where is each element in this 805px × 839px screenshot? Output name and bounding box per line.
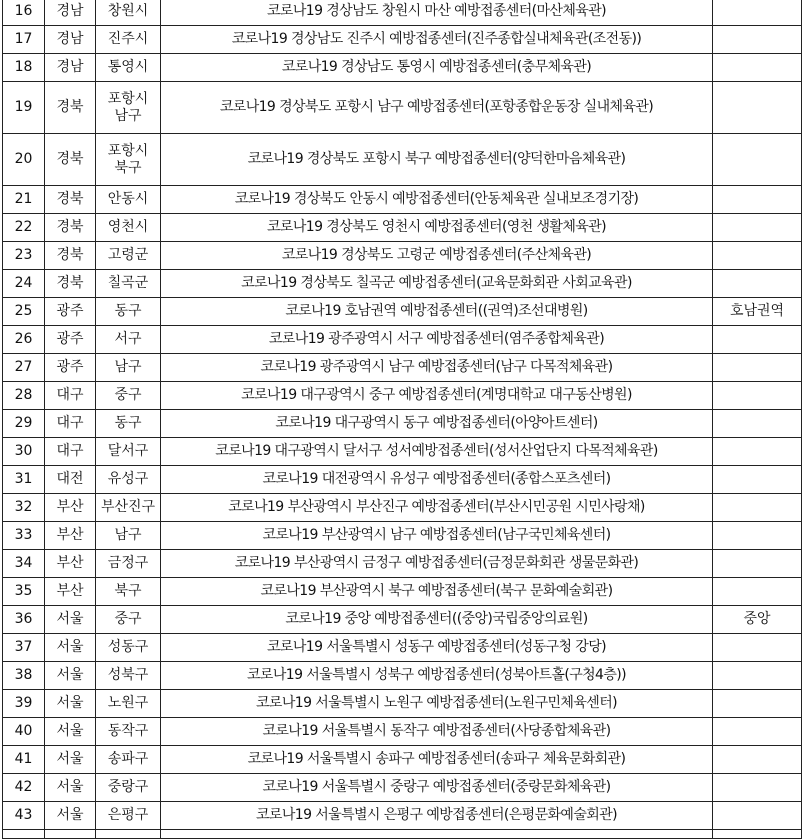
table-row xyxy=(3,382,802,410)
center-name-cell: 코로나19 부산광역시 북구 예방접종센터(북구 문화예술회관) xyxy=(161,578,713,606)
center-name-cell: 코로나19 경상남도 진주시 예방접종센터(진주종합실내체육관(조전동)) xyxy=(161,26,713,54)
row-number-cell: 41 xyxy=(3,746,45,774)
center-name-cell: 코로나19 경상북도 고령군 예방접종센터(주산체육관) xyxy=(161,242,713,270)
row-number-cell: 37 xyxy=(3,634,45,662)
district-cell: 성북구 xyxy=(96,662,161,690)
empty-cell xyxy=(161,830,713,839)
table-row xyxy=(3,54,802,82)
region-note-cell xyxy=(713,578,802,606)
center-name-cell: 코로나19 광주광역시 남구 예방접종센터(남구 다목적체육관) xyxy=(161,354,713,382)
province-cell: 서울 xyxy=(45,662,96,690)
province-cell: 서울 xyxy=(45,690,96,718)
region-note-cell xyxy=(713,326,802,354)
vaccination-center-table xyxy=(2,0,802,839)
table-row xyxy=(3,522,802,550)
province-cell: 경북 xyxy=(45,242,96,270)
row-number-cell: 23 xyxy=(3,242,45,270)
table-row xyxy=(3,774,802,802)
center-name-cell: 코로나19 부산광역시 남구 예방접종센터(남구국민체육센터) xyxy=(161,522,713,550)
district-cell: 서구 xyxy=(96,326,161,354)
table-row xyxy=(3,550,802,578)
province-cell: 서울 xyxy=(45,606,96,634)
region-note-cell xyxy=(713,522,802,550)
region-note-cell xyxy=(713,494,802,522)
district-cell: 포항시 남구 xyxy=(96,82,161,134)
row-number-cell: 40 xyxy=(3,718,45,746)
district-cell: 금정구 xyxy=(96,550,161,578)
district-cell: 남구 xyxy=(96,522,161,550)
table-body xyxy=(3,0,802,839)
province-cell: 서울 xyxy=(45,746,96,774)
province-cell: 경북 xyxy=(45,270,96,298)
region-note-cell xyxy=(713,466,802,494)
row-number-cell: 31 xyxy=(3,466,45,494)
province-cell: 대전 xyxy=(45,466,96,494)
row-number-cell: 29 xyxy=(3,410,45,438)
center-name-cell: 코로나19 부산광역시 부산진구 예방접종센터(부산시민공원 시민사랑채) xyxy=(161,494,713,522)
region-note-cell: 호남권역 xyxy=(713,298,802,326)
row-number-cell: 32 xyxy=(3,494,45,522)
province-cell: 서울 xyxy=(45,774,96,802)
region-note-cell xyxy=(713,382,802,410)
table-row xyxy=(3,802,802,830)
center-name-cell: 코로나19 경상북도 포항시 북구 예방접종센터(양덕한마음체육관) xyxy=(161,134,713,186)
region-note-cell xyxy=(713,774,802,802)
center-name-cell: 코로나19 서울특별시 동작구 예방접종센터(사당종합체육관) xyxy=(161,718,713,746)
district-cell: 은평구 xyxy=(96,802,161,830)
region-note-cell: 중앙 xyxy=(713,606,802,634)
table-row xyxy=(3,186,802,214)
district-cell: 고령군 xyxy=(96,242,161,270)
center-name-cell: 코로나19 서울특별시 성북구 예방접종센터(성북아트홀(구청4층)) xyxy=(161,662,713,690)
district-cell: 안동시 xyxy=(96,186,161,214)
district-cell: 부산진구 xyxy=(96,494,161,522)
row-number-cell: 27 xyxy=(3,354,45,382)
table-row xyxy=(3,26,802,54)
table-row xyxy=(3,242,802,270)
table-row xyxy=(3,494,802,522)
table-row xyxy=(3,606,802,634)
region-note-cell xyxy=(713,438,802,466)
table-row-partial xyxy=(3,830,802,839)
row-number-cell: 33 xyxy=(3,522,45,550)
table-row xyxy=(3,662,802,690)
district-cell: 동작구 xyxy=(96,718,161,746)
district-cell: 창원시 xyxy=(96,0,161,26)
province-cell: 서울 xyxy=(45,802,96,830)
empty-cell xyxy=(713,830,802,839)
province-cell: 대구 xyxy=(45,410,96,438)
region-note-cell xyxy=(713,550,802,578)
row-number-cell: 22 xyxy=(3,214,45,242)
district-cell: 달서구 xyxy=(96,438,161,466)
row-number-cell: 43 xyxy=(3,802,45,830)
table-row xyxy=(3,134,802,186)
table-row xyxy=(3,690,802,718)
center-name-cell: 코로나19 광주광역시 서구 예방접종센터(염주종합체육관) xyxy=(161,326,713,354)
province-cell: 광주 xyxy=(45,326,96,354)
center-name-cell: 코로나19 대구광역시 달서구 성서예방접종센터(성서산업단지 다목적체육관) xyxy=(161,438,713,466)
district-cell: 유성구 xyxy=(96,466,161,494)
province-cell: 경북 xyxy=(45,214,96,242)
table-row xyxy=(3,214,802,242)
table-row xyxy=(3,466,802,494)
row-number-cell: 42 xyxy=(3,774,45,802)
province-cell: 부산 xyxy=(45,578,96,606)
province-cell: 서울 xyxy=(45,634,96,662)
empty-cell xyxy=(45,830,96,839)
row-number-cell: 16 xyxy=(3,0,45,26)
table-row xyxy=(3,438,802,466)
district-cell: 영천시 xyxy=(96,214,161,242)
region-note-cell xyxy=(713,82,802,134)
region-note-cell xyxy=(713,0,802,26)
table-row xyxy=(3,82,802,134)
province-cell: 대구 xyxy=(45,438,96,466)
province-cell: 대구 xyxy=(45,382,96,410)
table-row xyxy=(3,298,802,326)
district-cell: 중구 xyxy=(96,606,161,634)
center-name-cell: 코로나19 중앙 예방접종센터((중앙)국립중앙의료원) xyxy=(161,606,713,634)
center-name-cell: 코로나19 서울특별시 중랑구 예방접종센터(중랑문화체육관) xyxy=(161,774,713,802)
table-row xyxy=(3,0,802,26)
row-number-cell: 35 xyxy=(3,578,45,606)
center-name-cell: 코로나19 경상남도 창원시 마산 예방접종센터(마산체육관) xyxy=(161,0,713,26)
row-number-cell: 19 xyxy=(3,82,45,134)
row-number-cell: 36 xyxy=(3,606,45,634)
region-note-cell xyxy=(713,270,802,298)
row-number-cell: 25 xyxy=(3,298,45,326)
district-cell: 남구 xyxy=(96,354,161,382)
province-cell: 경북 xyxy=(45,134,96,186)
center-name-cell: 코로나19 경상북도 안동시 예방접종센터(안동체육관 실내보조경기장) xyxy=(161,186,713,214)
region-note-cell xyxy=(713,242,802,270)
table-row xyxy=(3,634,802,662)
row-number-cell: 24 xyxy=(3,270,45,298)
region-note-cell xyxy=(713,354,802,382)
row-number-cell: 38 xyxy=(3,662,45,690)
district-cell: 송파구 xyxy=(96,746,161,774)
table-row xyxy=(3,578,802,606)
district-cell: 동구 xyxy=(96,410,161,438)
center-name-cell: 코로나19 호남권역 예방접종센터((권역)조선대병원) xyxy=(161,298,713,326)
table-row xyxy=(3,410,802,438)
province-cell: 부산 xyxy=(45,494,96,522)
region-note-cell xyxy=(713,634,802,662)
province-cell: 경남 xyxy=(45,0,96,26)
district-cell: 동구 xyxy=(96,298,161,326)
district-cell: 칠곡군 xyxy=(96,270,161,298)
province-cell: 경북 xyxy=(45,186,96,214)
region-note-cell xyxy=(713,54,802,82)
region-note-cell xyxy=(713,134,802,186)
region-note-cell xyxy=(713,186,802,214)
center-name-cell: 코로나19 경상남도 통영시 예방접종센터(충무체육관) xyxy=(161,54,713,82)
region-note-cell xyxy=(713,26,802,54)
region-note-cell xyxy=(713,690,802,718)
center-name-cell: 코로나19 대구광역시 중구 예방접종센터(계명대학교 대구동산병원) xyxy=(161,382,713,410)
region-note-cell xyxy=(713,746,802,774)
district-cell: 진주시 xyxy=(96,26,161,54)
district-cell: 성동구 xyxy=(96,634,161,662)
row-number-cell: 39 xyxy=(3,690,45,718)
center-name-cell: 코로나19 경상북도 포항시 남구 예방접종센터(포항종합운동장 실내체육관) xyxy=(161,82,713,134)
province-cell: 경남 xyxy=(45,54,96,82)
province-cell: 부산 xyxy=(45,550,96,578)
table-row xyxy=(3,746,802,774)
row-number-cell: 28 xyxy=(3,382,45,410)
center-name-cell: 코로나19 대구광역시 동구 예방접종센터(아양아트센터) xyxy=(161,410,713,438)
table-row xyxy=(3,270,802,298)
center-name-cell: 코로나19 부산광역시 금정구 예방접종센터(금정문화회관 생물문화관) xyxy=(161,550,713,578)
center-name-cell: 코로나19 서울특별시 은평구 예방접종센터(은평문화예술회관) xyxy=(161,802,713,830)
row-number-cell: 34 xyxy=(3,550,45,578)
empty-cell xyxy=(96,830,161,839)
district-cell: 통영시 xyxy=(96,54,161,82)
district-cell: 포항시 북구 xyxy=(96,134,161,186)
province-cell: 서울 xyxy=(45,718,96,746)
center-name-cell: 코로나19 서울특별시 송파구 예방접종센터(송파구 체육문화회관) xyxy=(161,746,713,774)
center-name-cell: 코로나19 서울특별시 성동구 예방접종센터(성동구청 강당) xyxy=(161,634,713,662)
province-cell: 부산 xyxy=(45,522,96,550)
row-number-cell: 17 xyxy=(3,26,45,54)
region-note-cell xyxy=(713,410,802,438)
table-row xyxy=(3,718,802,746)
center-name-cell: 코로나19 경상북도 칠곡군 예방접종센터(교육문화회관 사회교육관) xyxy=(161,270,713,298)
district-cell: 중랑구 xyxy=(96,774,161,802)
region-note-cell xyxy=(713,802,802,830)
row-number-cell: 30 xyxy=(3,438,45,466)
region-note-cell xyxy=(713,214,802,242)
province-cell: 광주 xyxy=(45,354,96,382)
table-row xyxy=(3,326,802,354)
row-number-cell: 20 xyxy=(3,134,45,186)
row-number-cell: 21 xyxy=(3,186,45,214)
district-cell: 북구 xyxy=(96,578,161,606)
empty-cell xyxy=(3,830,45,839)
region-note-cell xyxy=(713,662,802,690)
center-name-cell: 코로나19 대전광역시 유성구 예방접종센터(종합스포츠센터) xyxy=(161,466,713,494)
region-note-cell xyxy=(713,718,802,746)
row-number-cell: 26 xyxy=(3,326,45,354)
district-cell: 노원구 xyxy=(96,690,161,718)
center-name-cell: 코로나19 서울특별시 노원구 예방접종센터(노원구민체육센터) xyxy=(161,690,713,718)
row-number-cell: 18 xyxy=(3,54,45,82)
province-cell: 광주 xyxy=(45,298,96,326)
center-name-cell: 코로나19 경상북도 영천시 예방접종센터(영천 생활체육관) xyxy=(161,214,713,242)
province-cell: 경북 xyxy=(45,82,96,134)
district-cell: 중구 xyxy=(96,382,161,410)
table-row xyxy=(3,354,802,382)
province-cell: 경남 xyxy=(45,26,96,54)
